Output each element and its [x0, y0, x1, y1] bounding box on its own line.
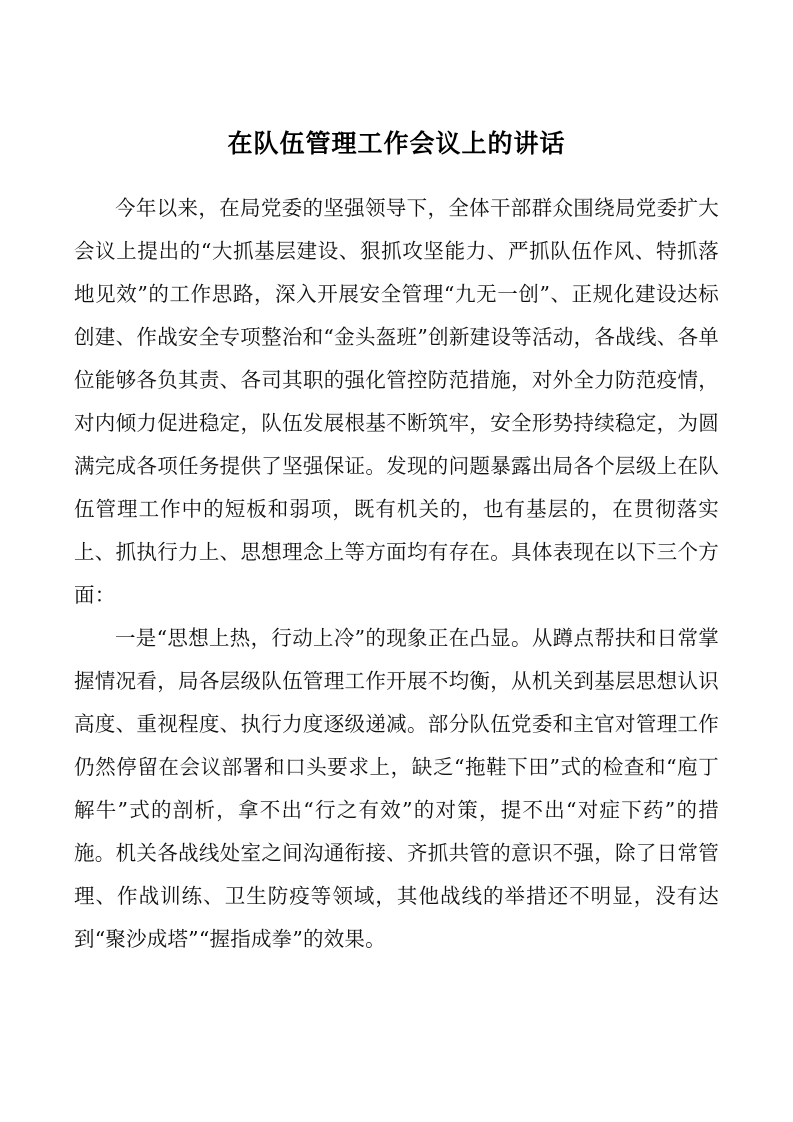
document-body: [74, 187, 719, 961]
paragraph-2: 一是“思想上热，行动上冷”的现象正在凸显。从蹲点帮扶和日常掌握情况看，局各层级队伍管理工作开展不均衡，从机关到基层思想认识高度、重视程度、执行力度逐级递减。部分队伍党委和主官对管理工作仍然停留在会议部署和口头要求上，缺乏“拖鞋下田”式的检查和“庖丁解牛”式的剖析，拿不出“行之有效”的对策，提不出“对症下药”的措施。机关各战线处室之间沟通衔接、齐抓共管的意识不强，除了日常管理、作战训练、卫生防疫等领域，其他战线的举措还不明显，没有达到“聚沙成塔”“握指成拳”的效果。: [74, 626, 719, 951]
paragraph-1: 今年以来，在局党委的坚强领导下，全体干部群众围绕局党委扩大会议上提出的“大抓基层建设、狠抓攻坚能力、严抓队伍作风、特抓落地见效”的工作思路，深入开展安全管理“九无一创”、正规化建设达标创建、作战安全专项整治和“金头盔班”创新建设等活动，各战线、各单位能够各负其责、各司其职的强化管控防范措施，对外全力防范疫情，对内倾力促进稳定，队伍发展根基不断筑牢，安全形势持续稳定，为圆满完成各项任务提供了坚强保证。发现的问题暴露出局各个层级上在队伍管理工作中的短板和弱项，既有机关的，也有基层的，在贯彻落实上、抓执行力上、思想理念上等方面均有存在。具体表现在以下三个方面：: [74, 196, 719, 607]
page-title: 在队伍管理工作会议上的讲话: [227, 129, 566, 158]
